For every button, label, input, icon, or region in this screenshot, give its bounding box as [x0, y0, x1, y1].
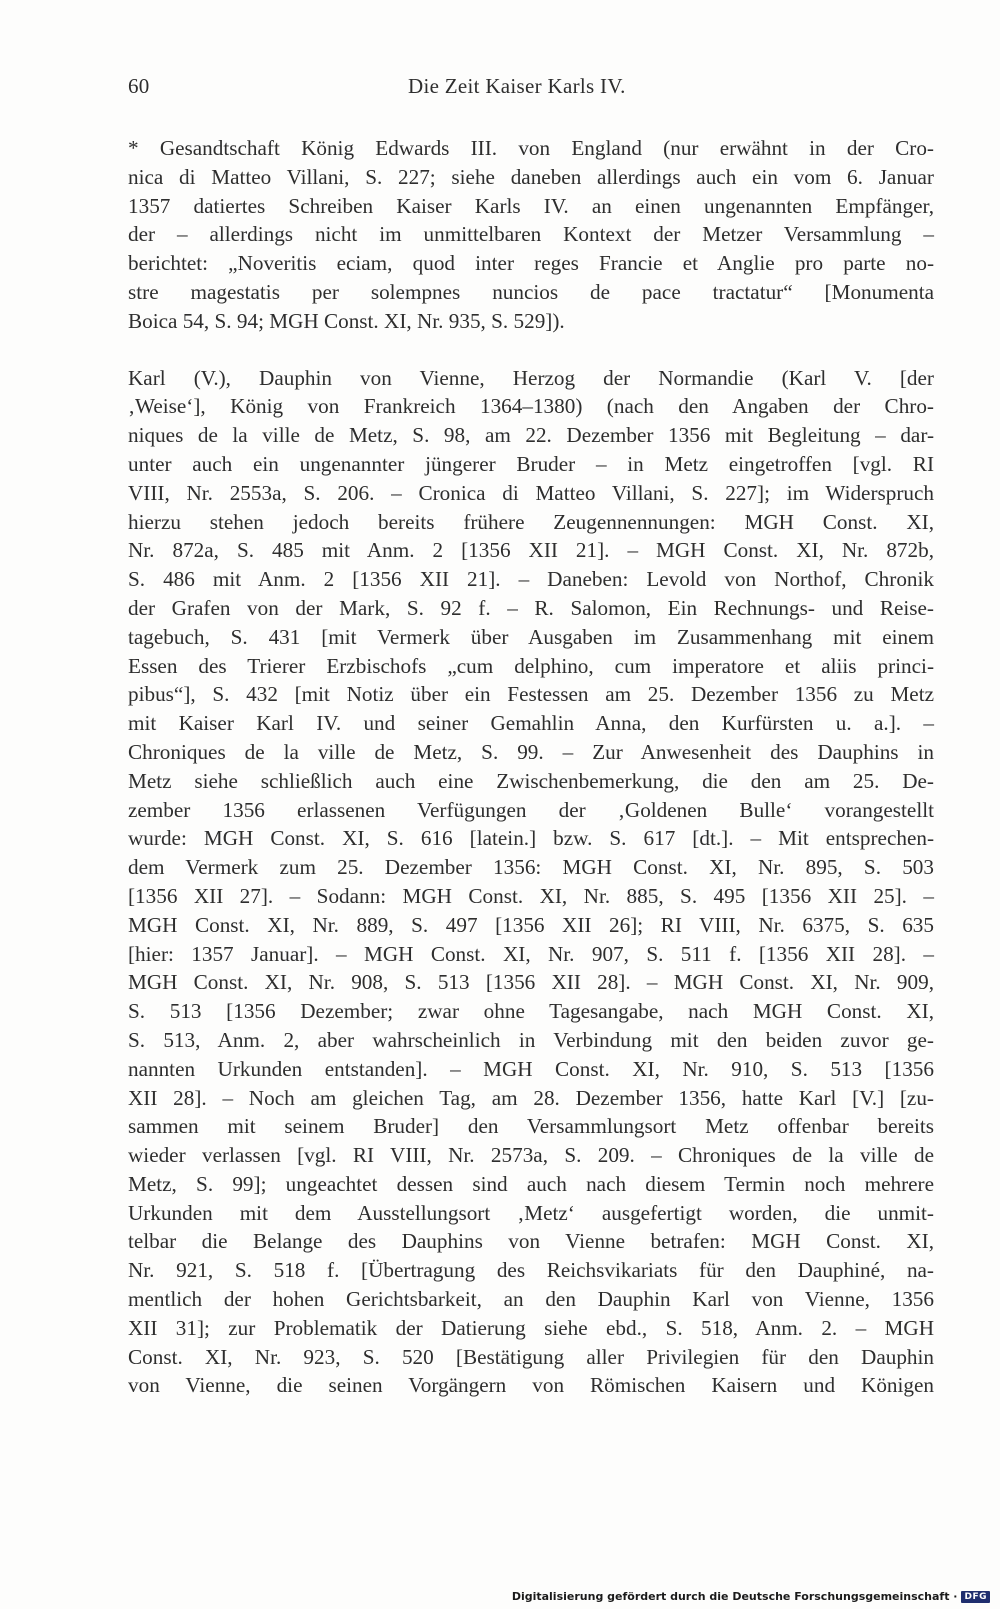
text-line: Nr. 872a, S. 485 mit Anm. 2 [1356 XII 21]. – MGH Const. XI, Nr. 872b, [128, 538, 934, 563]
text-line: nannten Urkunden entstanden]. – MGH Const. XI, Nr. 910, S. 513 [1356 [128, 1056, 934, 1081]
text-line: von Vienne, die seinen Vorgängern von Römischen Kaisern und Königen [128, 1373, 934, 1398]
text-line: berichtet: „Noveritis eciam, quod inter reges Francie et Anglie pro parte no- [128, 251, 934, 276]
credit-text: Digitalisierung gefördert durch die Deutsche Forschungsgemeinschaft · [511, 1590, 958, 1603]
body-text [128, 134, 934, 1400]
text-line: nica di Matteo Villani, S. 227; siehe daneben allerdings auch ein vom 6. Januar [128, 164, 934, 189]
text-line: mentlich der hohen Gerichtsbarkeit, an den Dauphin Karl von Vienne, 1356 [128, 1287, 934, 1312]
text-line: unter auch ein ungenannter jüngerer Bruder – in Metz eingetroffen [vgl. RI [128, 451, 934, 476]
running-title: Die Zeit Kaiser Karls IV. [408, 74, 626, 98]
text-line: tagebuch, S. 431 [mit Vermerk über Ausgaben im Zusammenhang mit einem [128, 624, 934, 649]
text-line: telbar die Belange des Dauphins von Vienne betrafen: MGH Const. XI, [128, 1229, 934, 1254]
paragraph-karl-dauphin [128, 364, 934, 1401]
text-line: Urkunden mit dem Ausstellungsort ‚Metz‘ ausgefertigt worden, die unmit- [128, 1200, 934, 1225]
text-line: sammen mit seinem Bruder] den Versammlungsort Metz offenbar bereits [128, 1114, 934, 1139]
text-line: S. 513, Anm. 2, aber wahrscheinlich in Verbindung mit den beiden zuvor ge- [128, 1027, 934, 1052]
text-line: der Grafen von der Mark, S. 92 f. – R. Salomon, Ein Rechnungs- und Reise- [128, 595, 934, 620]
text-line: zember 1356 erlassenen Verfügungen der ‚Goldenen Bulle‘ vorangestellt [128, 797, 934, 822]
text-line: Essen des Trierer Erzbischofs „cum delphino, cum imperatore et aliis princi- [128, 653, 934, 678]
digitization-credit [512, 1590, 990, 1603]
text-line: pibus“], S. 432 [mit Notiz über ein Festessen am 25. Dezember 1356 zu Metz [128, 682, 934, 707]
page-number: 60 [128, 74, 150, 98]
text-line: hierzu stehen jedoch bereits frühere Zeugennennungen: MGH Const. XI, [128, 509, 934, 534]
text-line: Karl (V.), Dauphin von Vienne, Herzog der Normandie (Karl V. [der [128, 365, 934, 390]
text-line: dem Vermerk zum 25. Dezember 1356: MGH Const. XI, Nr. 895, S. 503 [128, 855, 934, 880]
dfg-logo: DFG [961, 1591, 990, 1603]
text-line: Nr. 921, S. 518 f. [Übertragung des Reichsvikariats für den Dauphiné, na- [128, 1258, 934, 1283]
paragraph-edward-embassy [128, 134, 934, 336]
text-line: XII 28]. – Noch am gleichen Tag, am 28. Dezember 1356, hatte Karl [V.] [zu- [128, 1085, 934, 1110]
text-line: Metz, S. 99]; ungeachtet dessen sind auch nach diesem Termin noch mehrere [128, 1171, 934, 1196]
text-line: VIII, Nr. 2553a, S. 206. – Cronica di Matteo Villani, S. 227]; im Widerspruch [128, 480, 934, 505]
text-line: S. 513 [1356 Dezember; zwar ohne Tagesangabe, nach MGH Const. XI, [128, 999, 934, 1024]
text-line: Chroniques de la ville de Metz, S. 99. – Zur Anwesenheit des Dauphins in [128, 739, 934, 764]
text-line: niques de la ville de Metz, S. 98, am 22. Dezember 1356 mit Begleitung – dar- [128, 423, 934, 448]
text-line: MGH Const. XI, Nr. 908, S. 513 [1356 XII 28]. – MGH Const. XI, Nr. 909, [128, 970, 934, 995]
text-line: ‚Weise‘], König von Frankreich 1364–1380) (nach den Angaben der Chro- [128, 394, 934, 419]
text-line: XII 31]; zur Problematik der Datierung siehe ebd., S. 518, Anm. 2. – MGH [128, 1315, 934, 1340]
text-line: MGH Const. XI, Nr. 889, S. 497 [1356 XII 26]; RI VIII, Nr. 6375, S. 635 [128, 912, 934, 937]
text-line: S. 486 mit Anm. 2 [1356 XII 21]. – Daneben: Levold von Northof, Chronik [128, 567, 934, 592]
text-line: der – allerdings nicht im unmittelbaren Kontext der Metzer Versammlung – [128, 222, 934, 247]
text-line: [hier: 1357 Januar]. – MGH Const. XI, Nr. 907, S. 511 f. [1356 XII 28]. – [128, 941, 934, 966]
page-header [128, 74, 940, 108]
text-line: Const. XI, Nr. 923, S. 520 [Bestätigung aller Privilegien für den Dauphin [128, 1344, 934, 1369]
text-line: stre magestatis per solempnes nuncios de pace tractatur“ [Monumenta [128, 279, 934, 304]
text-line: * Gesandtschaft König Edwards III. von England (nur erwähnt in der Cro- [128, 136, 934, 160]
text-line: mit Kaiser Karl IV. und seiner Gemahlin Anna, den Kurfürsten u. a.]. – [128, 711, 934, 736]
text-line: [1356 XII 27]. – Sodann: MGH Const. XI, Nr. 885, S. 495 [1356 XII 25]. – [128, 883, 934, 908]
text-line: Boica 54, S. 94; MGH Const. XI, Nr. 935, S. 529]). [128, 308, 565, 333]
text-line: wieder verlassen [vgl. RI VIII, Nr. 2573a, S. 209. – Chroniques de la ville de [128, 1143, 934, 1168]
text-line: wurde: MGH Const. XI, S. 616 [latein.] bzw. S. 617 [dt.]. – Mit entsprechen- [128, 826, 934, 851]
text-line: 1357 datiertes Schreiben Kaiser Karls IV. an einen ungenannten Empfänger, [128, 193, 934, 218]
text-line: Metz siehe schließlich auch eine Zwischenbemerkung, die den am 25. De- [128, 768, 934, 793]
